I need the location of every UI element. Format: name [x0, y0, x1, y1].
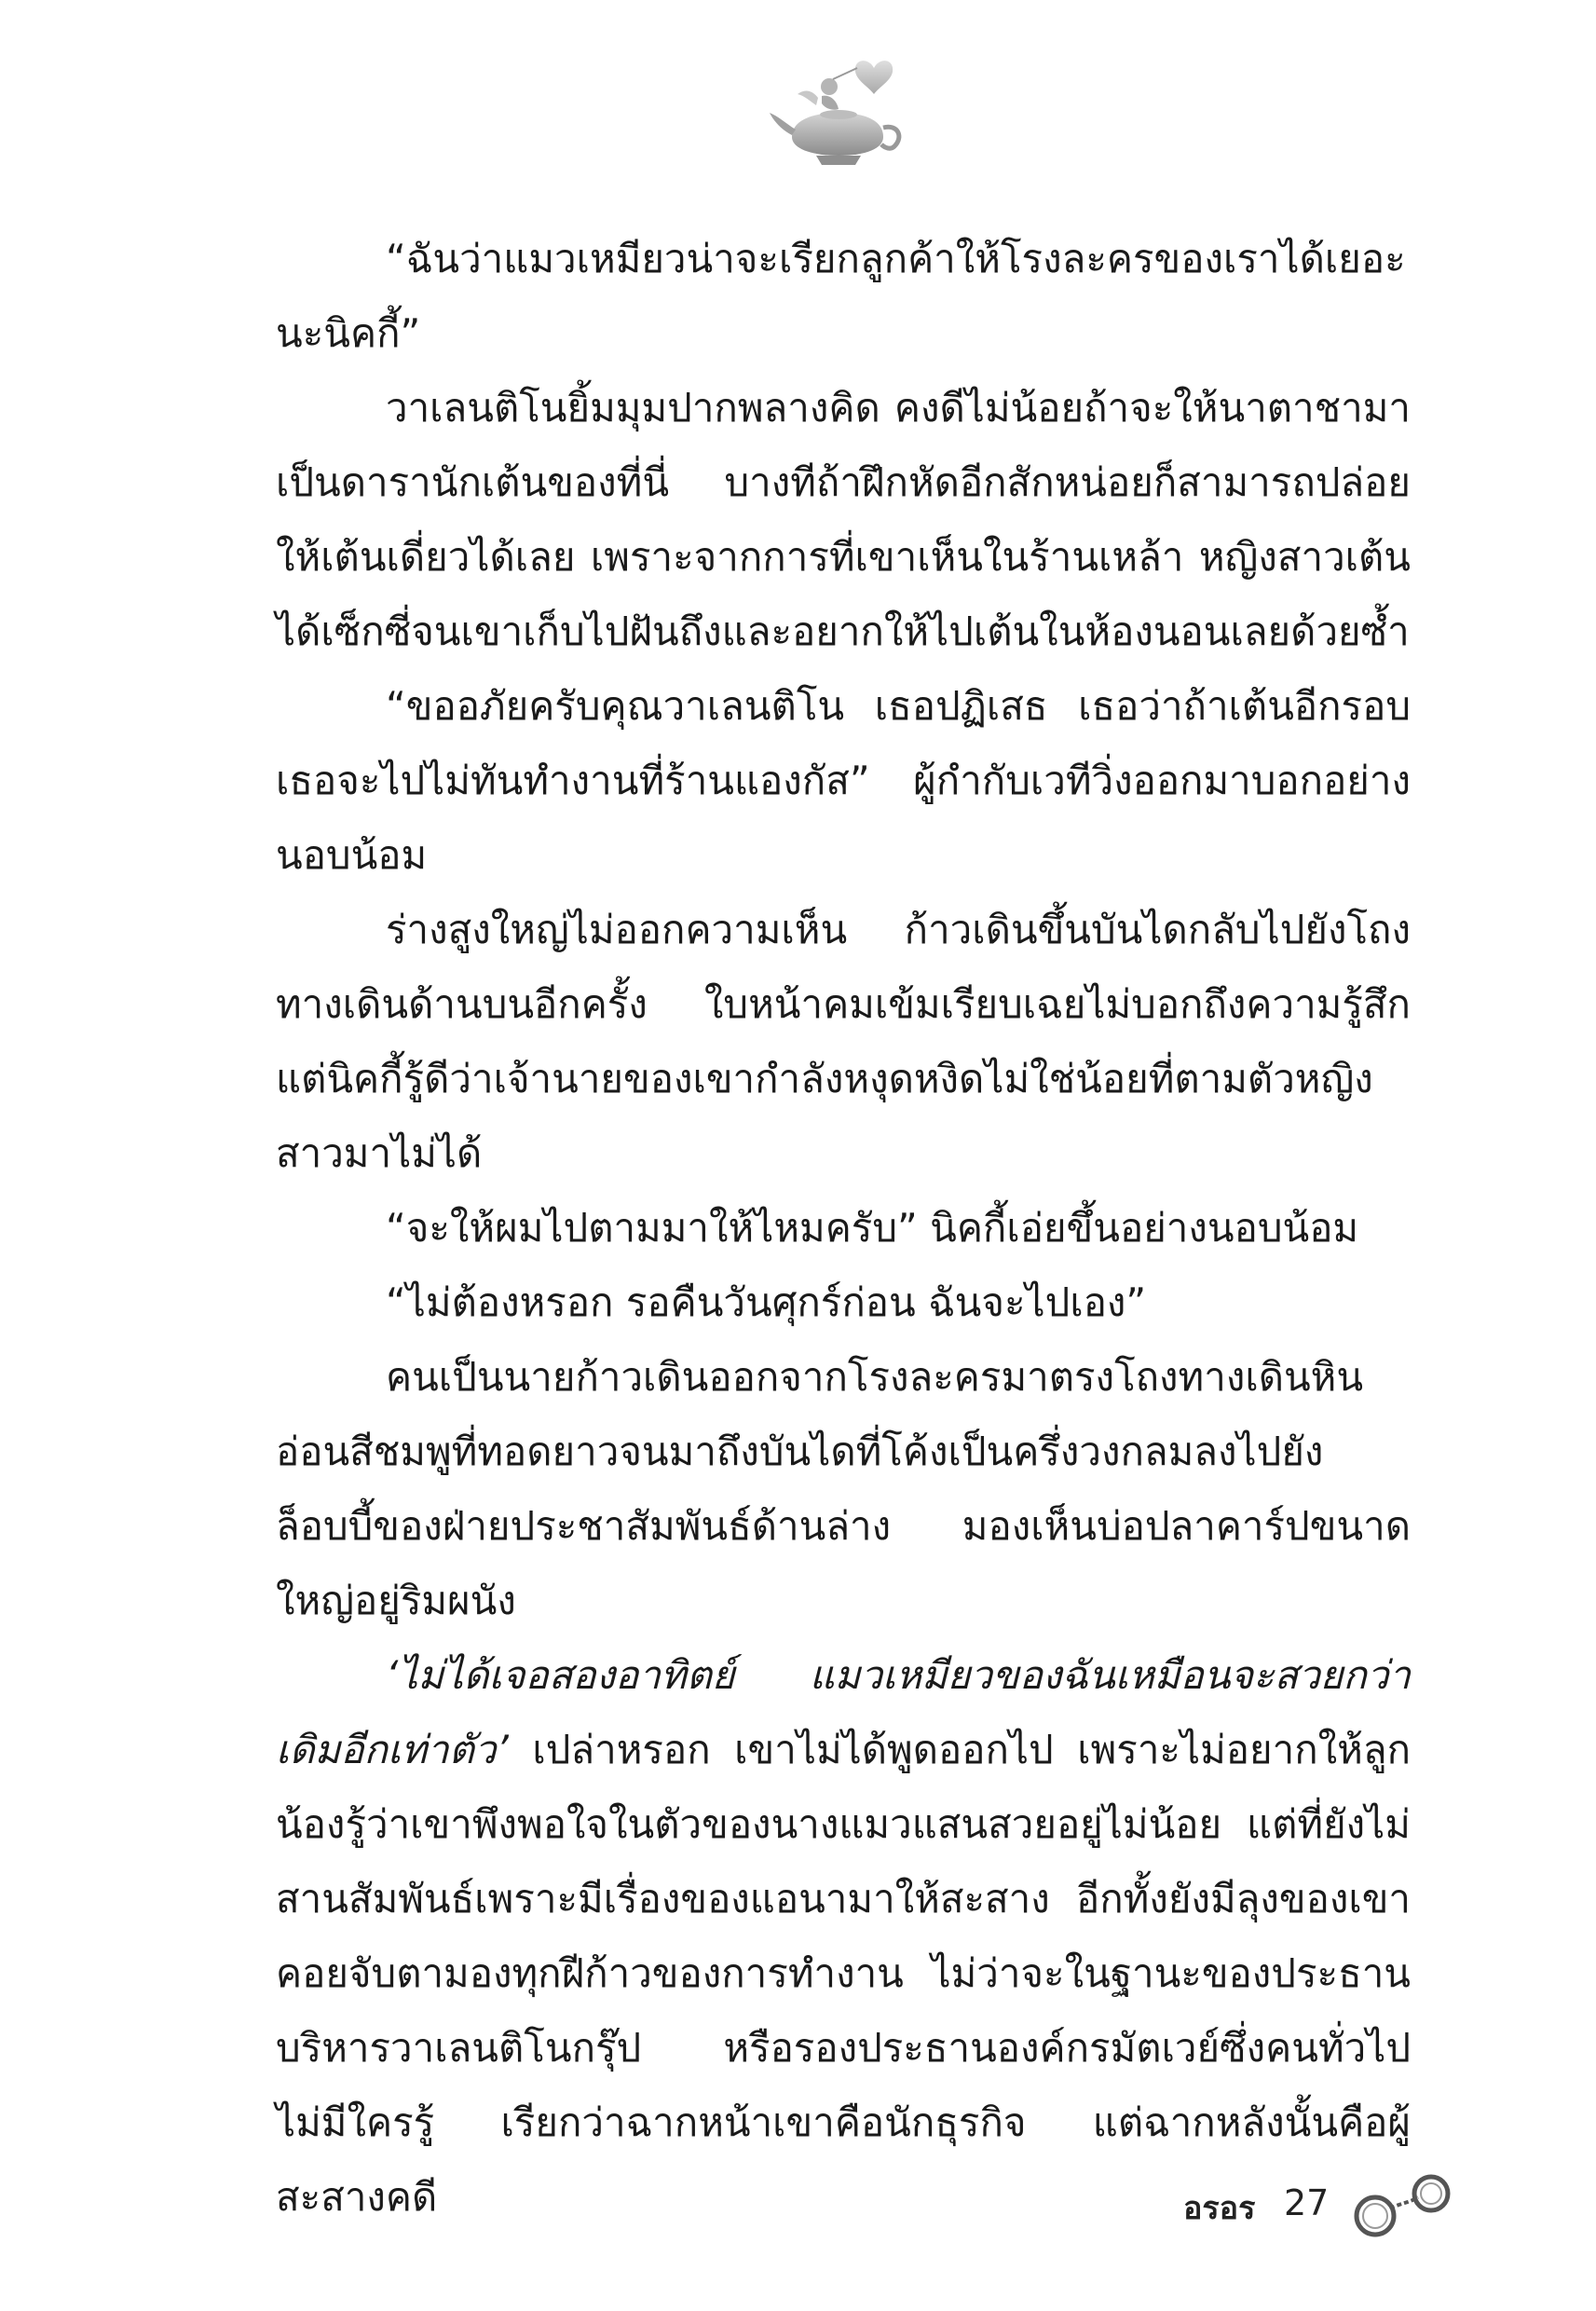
paragraph: “จะให้ผมไปตามมาให้ไหมครับ” นิคกี้เอ่ยขึ้นอย่างนอบน้อม	[386, 1205, 1359, 1251]
paragraph	[276, 1638, 1411, 2235]
page-footer	[1183, 2169, 1481, 2253]
body-text	[276, 222, 1411, 2235]
page-number: 27	[1284, 2182, 1330, 2223]
book-title: อรอร	[1183, 2190, 1256, 2227]
paragraph: วาเลนติโนยิ้มมุมปากพลางคิด คงดีไม่น้อยถ้าจะให้นาตาชามาเป็นดารานักเต้นของที่นี่ บางทีถ้าฝึกหัดอีกสักหน่อยก็สามารถปล่อยให้เต้นเดี่ยวได้เลย เพราะจากการที่เขาเห็นในร้านเหล้า หญิงสาวเต้นได้เซ็กซี่จนเขาเก็บไปฝันถึงและอยากให้ไปเต้นในห้องนอนเลยด้วยซ้ำ	[276, 385, 1411, 654]
paragraph: “ขออภัยครับคุณวาเลนติโน เธอปฏิเสธ เธอว่าถ้าเต้นอีกรอบเธอจะไปไม่ทันทำงานที่ร้านแองกัส” ผู้กำกับเวทีวิ่งออกมาบอกอย่างนอบน้อม	[276, 683, 1411, 878]
paragraph: คนเป็นนายก้าวเดินออกจากโรงละครมาตรงโถงทางเดินหินอ่อนสีชมพูที่ทอดยาวจนมาถึงบันไดที่โค้งเป็นครึ่งวงกลมลงไปยังล็อบบี้ของฝ่ายประชาสัมพันธ์ด้านล่าง มองเห็นบ่อปลาคาร์ปขนาดใหญ่อยู่ริมผนัง	[276, 1354, 1411, 1623]
paragraph-text: เปล่าหรอก เขาไม่ได้พูดออกไป เพราะไม่อยากให้ลูกน้องรู้ว่าเขาพึงพอใจในตัวของนางแมวแสนสวยอยู่ไม่น้อย แต่ที่ยังไม่สานสัมพันธ์เพราะมีเรื่องของแอนามาให้สะสาง อีกทั้งยังมีลุงของเขาคอยจับตามองทุกฝีก้าวของการทำงาน ไม่ว่าจะในฐานะของประธานบริหารวาเลนติโนกรุ๊ป หรือรองประธานองค์กรมัตเวย์ซึ่งคนทั่วไปไม่มีใครรู้ เรียกว่าฉากหน้าเขาคือนักธุรกิจ แต่ฉากหลังนั้นคือผู้สะสางคดี	[276, 1727, 1411, 2220]
paragraph: ร่างสูงใหญ่ไม่ออกความเห็น ก้าวเดินขึ้นบันไดกลับไปยังโถงทางเดินด้านบนอีกครั้ง ใบหน้าคมเข้มเรียบเฉยไม่บอกถึงความรู้สึก แต่นิคกี้รู้ดีว่าเจ้านายของเขากำลังหงุดหงิดไม่ใช่น้อยที่ตามตัวหญิงสาวมาไม่ได้	[276, 907, 1411, 1176]
cupid-teapot-ornament-icon	[764, 51, 913, 172]
paragraph: “ไม่ต้องหรอก รอคืนวันศุกร์ก่อน ฉันจะไปเอง”	[386, 1279, 1147, 1325]
handcuff-icon	[1349, 2169, 1461, 2244]
paragraph: “ฉันว่าแมวเหมียวน่าจะเรียกลูกค้าให้โรงละครของเราได้เยอะนะนิคกี้”	[276, 236, 1406, 356]
italic-thought: ‘ไม่ได้เจอสองอาทิตย์ แมวเหมียวของฉันเหมือนจะสวยกว่าเดิมอีกเท่าตัว’	[276, 1652, 1411, 1772]
